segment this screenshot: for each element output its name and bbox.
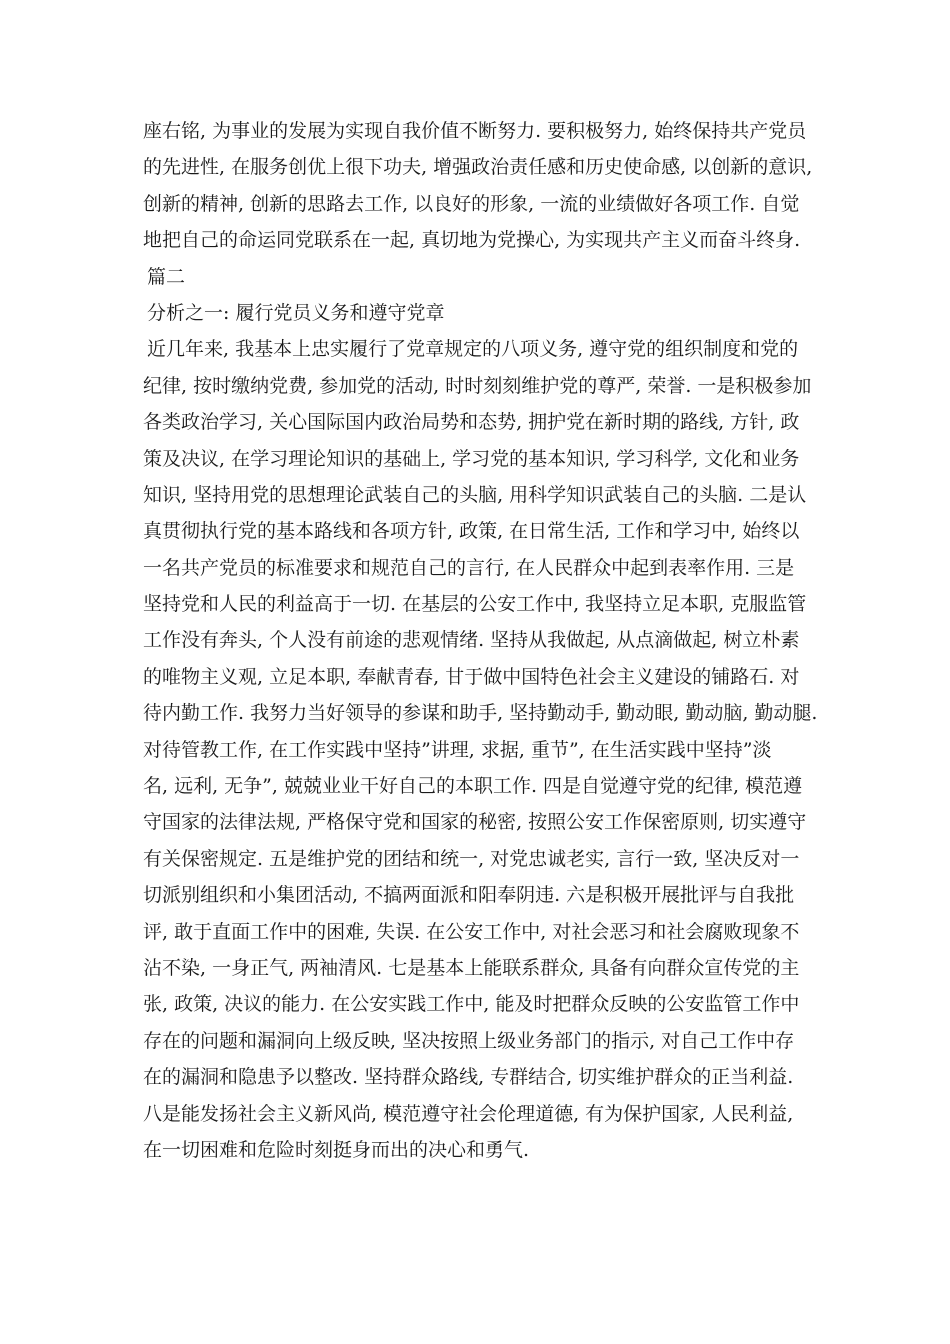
document-body	[143, 113, 823, 1168]
text-line: 坚持党和人民的利益高于一切. 在基层的公安工作中, 我坚持立足本职, 克服监管	[143, 593, 807, 616]
text-line: 守国家的法律法规, 严格保守党和国家的秘密, 按照公安工作保密原则, 切实遵守	[143, 811, 807, 834]
text-line: 有关保密规定. 五是维护党的团结和统一, 对党忠诚老实, 言行一致, 坚决反对一	[143, 847, 800, 870]
subsection-heading: 分析之一: 履行党员义务和遵守党章	[147, 301, 445, 324]
text-line: 的先进性, 在服务创优上很下功夫, 增强政治责任感和历史使命感, 以创新的意识,	[143, 156, 813, 179]
text-line: 纪律, 按时缴纳党费, 参加党的活动, 时时刻刻维护党的尊严, 荣誉. 一是积极参加	[143, 374, 812, 397]
text-line: 存在的问题和漏洞向上级反映, 坚决按照上级业务部门的指示, 对自己工作中存	[143, 1029, 795, 1052]
text-line: 对待管教工作, 在工作实践中坚持”讲理, 求据, 重节”, 在生活实践中坚持”淡	[143, 738, 772, 761]
text-line: 张, 政策, 决议的能力. 在公安实践工作中, 能及时把群众反映的公安监管工作中	[143, 993, 800, 1016]
text-line: 在的漏洞和隐患予以整改. 坚持群众路线, 专群结合, 切实维护群众的正当利益.	[143, 1066, 794, 1089]
text-line: 近几年来, 我基本上忠实履行了党章规定的八项义务, 遵守党的组织制度和党的	[147, 338, 799, 361]
text-line: 的唯物主义观, 立足本职, 奉献青春, 甘于做中国特色社会主义建设的铺路石. 对	[143, 665, 800, 688]
text-line: 名, 远利, 无争”, 兢兢业业干好自己的本职工作. 四是自觉遵守党的纪律, 模范遵	[143, 775, 803, 798]
text-line: 知识, 坚持用党的思想理论武装自己的头脑, 用科学知识武装自己的头脑. 二是认	[143, 483, 807, 506]
text-line: 在一切困难和危险时刻挺身而出的决心和勇气.	[143, 1138, 530, 1161]
text-line: 待内勤工作. 我努力当好领导的参谋和助手, 坚持勤动手, 勤动眼, 勤动脑, 勤动腿.	[143, 702, 818, 725]
text-line: 真贯彻执行党的基本路线和各项方针, 政策, 在日常生活, 工作和学习中, 始终以	[143, 520, 800, 543]
text-line: 创新的精神, 创新的思路去工作, 以良好的形象, 一流的业绩做好各项工作. 自觉	[143, 192, 800, 215]
text-line: 切派别组织和小集团活动, 不搞两面派和阳奉阴违. 六是积极开展批评与自我批	[143, 884, 795, 907]
text-line: 沾不染, 一身正气, 两袖清风. 七是基本上能联系群众, 具备有向群众宣传党的主	[143, 956, 800, 979]
text-line: 一名共产党员的标准要求和规范自己的言行, 在人民群众中起到表率作用. 三是	[143, 556, 795, 579]
text-line: 地把自己的命运同党联系在一起, 真切地为党操心, 为实现共产主义而奋斗终身.	[143, 229, 801, 252]
text-line: 八是能发扬社会主义新风尚, 模范遵守社会伦理道德, 有为保护国家, 人民利益,	[143, 1102, 794, 1125]
text-line: 座右铭, 为事业的发展为实现自我价值不断努力. 要积极努力, 始终保持共产党员	[143, 120, 807, 142]
text-line: 工作没有奔头, 个人没有前途的悲观情绪. 坚持从我做起, 从点滴做起, 树立朴素	[143, 629, 800, 652]
text-line: 评, 敢于直面工作中的困难, 失误. 在公安工作中, 对社会恶习和社会腐败现象不	[143, 920, 800, 943]
section-heading: 篇二	[147, 265, 186, 288]
text-line: 各类政治学习, 关心国际国内政治局势和态势, 拥护党在新时期的路线, 方针, 政	[143, 411, 800, 434]
text-line: 策及决议, 在学习理论知识的基础上, 学习党的基本知识, 学习科学, 文化和业务	[143, 447, 800, 470]
